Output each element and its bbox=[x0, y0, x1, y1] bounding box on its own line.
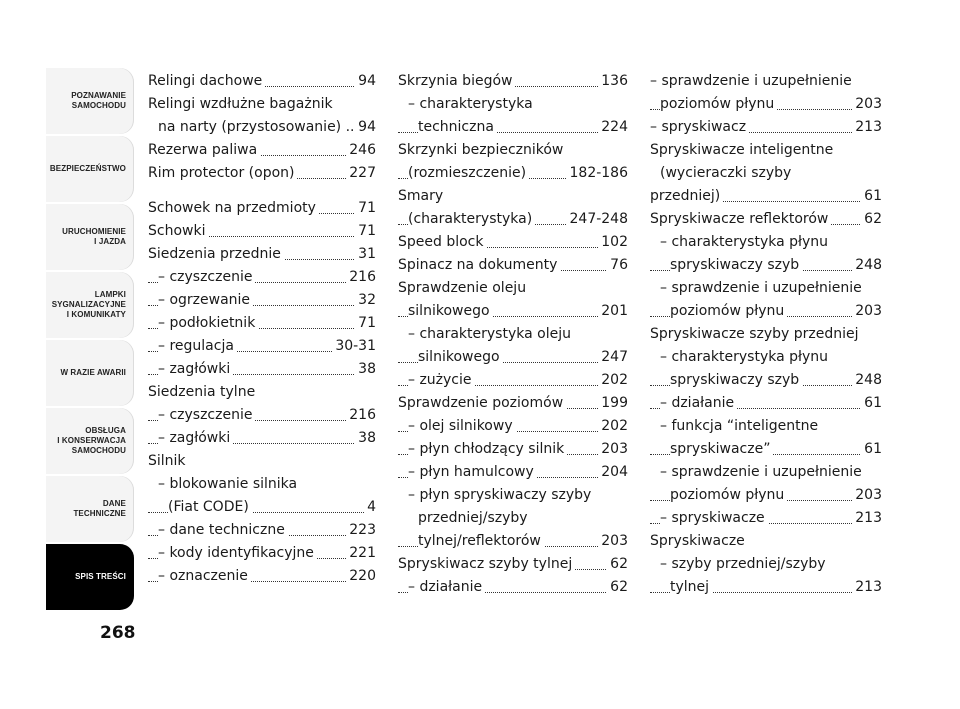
index-entry bbox=[650, 392, 882, 415]
index-entry-page: 76 bbox=[607, 254, 628, 277]
index-entry-page: 227 bbox=[346, 162, 376, 185]
index-entry bbox=[398, 185, 628, 208]
index-entry-page: 201 bbox=[598, 300, 628, 323]
index-entry-text: – podłokietnik bbox=[158, 315, 258, 331]
index-entry-text: spryskiwaczy szyb bbox=[670, 257, 802, 273]
index-entry-text: – sprawdzenie i uzupełnienie bbox=[660, 464, 865, 480]
index-entry-page: 199 bbox=[598, 392, 628, 415]
index-entry-page: 203 bbox=[852, 93, 882, 116]
index-entry-text: na narty (przystosowanie) .. bbox=[158, 119, 358, 135]
index-entry-text: Siedzenia tylne bbox=[148, 384, 258, 400]
index-entry bbox=[650, 484, 882, 507]
index-entry bbox=[148, 565, 376, 588]
index-entry bbox=[148, 93, 376, 116]
index-entry-text: – olej silnikowy bbox=[408, 418, 516, 434]
index-entry bbox=[650, 139, 882, 162]
index-entry bbox=[398, 553, 628, 576]
index-entry bbox=[650, 231, 882, 254]
index-entry bbox=[650, 530, 882, 553]
index-entry bbox=[398, 576, 628, 599]
index-entry-page: 94 bbox=[355, 70, 376, 93]
index-entry-text: – funkcja “inteligentne bbox=[660, 418, 821, 434]
index-entry-text: – charakterystyka płynu bbox=[660, 234, 831, 250]
index-entry-text: spryskiwaczy szyb bbox=[670, 372, 802, 388]
index-entry bbox=[398, 162, 628, 185]
index-entry-text: Rezerwa paliwa bbox=[148, 142, 260, 158]
index-entry-text: – spryskiwacze bbox=[660, 510, 768, 526]
page-number: 268 bbox=[100, 623, 136, 643]
index-entry-page: 203 bbox=[852, 300, 882, 323]
index-entry-page: 220 bbox=[346, 565, 376, 588]
section-tabs bbox=[46, 68, 134, 612]
index-entry-page: 247-248 bbox=[567, 208, 629, 231]
index-entry bbox=[398, 530, 628, 553]
index-entry bbox=[148, 496, 376, 519]
index-entry-text: Spryskiwacze reflektorów bbox=[650, 211, 831, 227]
index-entry bbox=[650, 254, 882, 277]
index-entry-text: (wycieraczki szyby bbox=[660, 165, 794, 181]
index-entry-text: – szyby przedniej/szyby bbox=[660, 556, 829, 572]
index-entry bbox=[148, 162, 376, 185]
index-entry bbox=[148, 116, 376, 139]
index-entry-page: 71 bbox=[355, 220, 376, 243]
index-entry-page: 94 bbox=[355, 116, 376, 139]
index-entry-text: silnikowego bbox=[418, 349, 503, 365]
index-entry-page: 203 bbox=[598, 530, 628, 553]
index-entry-page: 102 bbox=[598, 231, 628, 254]
index-entry-text: – blokowanie silnika bbox=[158, 476, 300, 492]
index-entry bbox=[398, 139, 628, 162]
index-entry bbox=[148, 450, 376, 473]
index-entry bbox=[398, 507, 628, 530]
index-entry-text: Spryskiwacze szyby przedniej bbox=[650, 326, 862, 342]
tab-w-razie-awarii[interactable]: W RAZIE AWARII bbox=[46, 340, 134, 406]
index-entry-page: 61 bbox=[861, 392, 882, 415]
index-entry-page: 62 bbox=[607, 553, 628, 576]
index-entry-page: 202 bbox=[598, 369, 628, 392]
index-entry bbox=[148, 358, 376, 381]
index-entry bbox=[398, 346, 628, 369]
index-entry-page: 4 bbox=[364, 496, 376, 519]
index-entry-page: 246 bbox=[346, 139, 376, 162]
index-entry bbox=[398, 369, 628, 392]
index-entry-text: Skrzynki bezpieczników bbox=[398, 142, 566, 158]
index-entry-page: 204 bbox=[598, 461, 628, 484]
index-entry bbox=[398, 415, 628, 438]
tab-lampki-sygnalizacyjne[interactable]: LAMPKI SYGNALIZACYJNE I KOMUNIKATY bbox=[46, 272, 134, 338]
index-entry-text: Siedzenia przednie bbox=[148, 246, 284, 262]
index-entry bbox=[148, 519, 376, 542]
tab-poznawanie-samochodu[interactable]: POZNAWANIE SAMOCHODU bbox=[46, 68, 134, 134]
index-entry-text: poziomów płynu bbox=[670, 303, 787, 319]
index-entry-text: Rim protector (opon) bbox=[148, 165, 297, 181]
index-entry-page: 71 bbox=[355, 312, 376, 335]
index-entry bbox=[650, 507, 882, 530]
index-entry-page: 31 bbox=[355, 243, 376, 266]
index-entry-text: – oznaczenie bbox=[158, 568, 251, 584]
index-entry-page: 248 bbox=[852, 254, 882, 277]
index-entry bbox=[398, 277, 628, 300]
index-entry-page: 182-186 bbox=[567, 162, 629, 185]
index-entry bbox=[650, 576, 882, 599]
index-entry-page: 223 bbox=[346, 519, 376, 542]
index-entry bbox=[650, 162, 882, 185]
index-entry-page: 38 bbox=[355, 427, 376, 450]
index-entry-text: Sprawdzenie oleju bbox=[398, 280, 529, 296]
index-entry-text: – charakterystyka płynu bbox=[660, 349, 831, 365]
index-entry-text: przedniej/szyby bbox=[418, 510, 531, 526]
index-entry-page: 216 bbox=[346, 266, 376, 289]
index-entry-text: przedniej) bbox=[650, 188, 723, 204]
index-entry-text: Schowek na przedmioty bbox=[148, 200, 319, 216]
index-entry bbox=[398, 438, 628, 461]
index-entry bbox=[650, 346, 882, 369]
index-entry bbox=[148, 70, 376, 93]
index-entry-page: 202 bbox=[598, 415, 628, 438]
index-entry-text: Spryskiwacz szyby tylnej bbox=[398, 556, 575, 572]
index-entry-text: – płyn hamulcowy bbox=[408, 464, 537, 480]
index-column-3 bbox=[650, 70, 882, 599]
index-entry bbox=[650, 70, 882, 93]
index-entry-page: 216 bbox=[346, 404, 376, 427]
index-entry-text: – spryskiwacz bbox=[650, 119, 749, 135]
index-entry bbox=[650, 438, 882, 461]
index-entry-text: (Fiat CODE) bbox=[168, 499, 252, 515]
index-entry-page: 136 bbox=[598, 70, 628, 93]
index-entry-page: 61 bbox=[861, 185, 882, 208]
index-entry bbox=[148, 427, 376, 450]
index-entry bbox=[148, 404, 376, 427]
index-entry-text: Silnik bbox=[148, 453, 189, 469]
index-entry bbox=[148, 266, 376, 289]
index-entry-page: 221 bbox=[346, 542, 376, 565]
tab-bezpieczenstwo[interactable]: BEZPIECZEŃSTWO bbox=[46, 136, 134, 202]
index-entry-text: – czyszczenie bbox=[158, 269, 255, 285]
index-entry bbox=[148, 473, 376, 496]
index-entry bbox=[650, 369, 882, 392]
index-entry bbox=[650, 116, 882, 139]
tab-uruchomienie-i-jazda[interactable]: URUCHOMIENIE I JAZDA bbox=[46, 204, 134, 270]
index-entry bbox=[398, 116, 628, 139]
index-entry-text: tylnej bbox=[670, 579, 712, 595]
index-entry bbox=[650, 93, 882, 116]
index-entry bbox=[650, 185, 882, 208]
tab-obsluga-i-konserwacja[interactable]: OBSŁUGA I KONSERWACJA SAMOCHODU bbox=[46, 408, 134, 474]
index-entry-page: 213 bbox=[852, 576, 882, 599]
index-entry-page: 32 bbox=[355, 289, 376, 312]
index-entry-page: 213 bbox=[852, 116, 882, 139]
index-entry-text: – dane techniczne bbox=[158, 522, 288, 538]
index-entry-text: poziomów płynu bbox=[670, 487, 787, 503]
index-entry-text: Smary bbox=[398, 188, 446, 204]
index-entry-text: – działanie bbox=[408, 579, 485, 595]
index-entry-text: – płyn chłodzący silnik bbox=[408, 441, 567, 457]
index-entry bbox=[148, 542, 376, 565]
index-entry-page: 247 bbox=[598, 346, 628, 369]
index-entry bbox=[148, 335, 376, 358]
index-entry bbox=[148, 381, 376, 404]
index-entry bbox=[650, 277, 882, 300]
index-entry-text: – kody identyfikacyjne bbox=[158, 545, 317, 561]
index-entry-text: – charakterystyka bbox=[408, 96, 536, 112]
index-entry-page: 203 bbox=[598, 438, 628, 461]
index-entry bbox=[148, 289, 376, 312]
index-entry bbox=[148, 197, 376, 220]
index-entry-text: (charakterystyka) bbox=[408, 211, 535, 227]
index-column-2 bbox=[398, 70, 628, 599]
index-entry-page: 61 bbox=[861, 438, 882, 461]
index-entry bbox=[398, 208, 628, 231]
index-entry-page: 62 bbox=[861, 208, 882, 231]
index-entry-text: – charakterystyka oleju bbox=[408, 326, 574, 342]
index-entry-text: Schowki bbox=[148, 223, 208, 239]
index-entry-text: spryskiwacze” bbox=[670, 441, 773, 457]
index-entry-text: Skrzynia biegów bbox=[398, 73, 515, 89]
index-entry bbox=[398, 461, 628, 484]
index-entry-text: Speed block bbox=[398, 234, 486, 250]
index-entry bbox=[650, 323, 882, 346]
index-entry-text: – zagłówki bbox=[158, 430, 233, 446]
index-entry-text: Spryskiwacze inteligentne bbox=[650, 142, 836, 158]
index-entry-text: Spinacz na dokumenty bbox=[398, 257, 560, 273]
index-entry bbox=[650, 300, 882, 323]
index-entry-text: Spryskiwacze bbox=[650, 533, 748, 549]
index-entry-text: – regulacja bbox=[158, 338, 237, 354]
index-entry bbox=[148, 243, 376, 266]
index-entry bbox=[650, 208, 882, 231]
index-entry-text: techniczna bbox=[418, 119, 497, 135]
index-entry bbox=[650, 415, 882, 438]
index-entry bbox=[148, 139, 376, 162]
index-entry bbox=[398, 231, 628, 254]
index-entry-page: 71 bbox=[355, 197, 376, 220]
index-entry-text: poziomów płynu bbox=[660, 96, 777, 112]
index-entry-page: 213 bbox=[852, 507, 882, 530]
index-entry-page: 30-31 bbox=[332, 335, 376, 358]
index-entry bbox=[398, 254, 628, 277]
index-entry bbox=[398, 484, 628, 507]
tab-dane-techniczne[interactable]: DANE TECHNICZNE bbox=[46, 476, 134, 542]
index-entry-text: – sprawdzenie i uzupełnienie bbox=[650, 73, 855, 89]
index-entry-page: 38 bbox=[355, 358, 376, 381]
index-entry-text: silnikowego bbox=[408, 303, 493, 319]
index-entry-text: Relingi wzdłużne bagażnik bbox=[148, 96, 336, 112]
index-entry bbox=[398, 392, 628, 415]
index-entry-text: – ogrzewanie bbox=[158, 292, 253, 308]
index-entry-text: tylnej/reflektorów bbox=[418, 533, 544, 549]
index-entry bbox=[650, 461, 882, 484]
index-entry-page: 62 bbox=[607, 576, 628, 599]
index-entry bbox=[148, 312, 376, 335]
index-entry-text: – sprawdzenie i uzupełnienie bbox=[660, 280, 865, 296]
index-entry-text: – działanie bbox=[660, 395, 737, 411]
index-entry-text: (rozmieszczenie) bbox=[408, 165, 529, 181]
index-entry bbox=[650, 553, 882, 576]
index-entry-text: Relingi dachowe bbox=[148, 73, 265, 89]
index-entry bbox=[398, 323, 628, 346]
index-entry-text: – płyn spryskiwaczy szyby bbox=[408, 487, 594, 503]
index-entry-text: – zagłówki bbox=[158, 361, 233, 377]
index-entry-page: 224 bbox=[598, 116, 628, 139]
index-entry bbox=[148, 220, 376, 243]
tab-spis-tresci[interactable]: SPIS TREŚCI bbox=[46, 544, 134, 610]
index-entry bbox=[398, 93, 628, 116]
index-entry-text: Sprawdzenie poziomów bbox=[398, 395, 566, 411]
index-entry-text: – zużycie bbox=[408, 372, 475, 388]
index-column-1 bbox=[148, 70, 376, 588]
index-entry-text: – czyszczenie bbox=[158, 407, 255, 423]
index-entry bbox=[398, 70, 628, 93]
index-entry bbox=[398, 300, 628, 323]
index-entry-page: 203 bbox=[852, 484, 882, 507]
index-entry-page: 248 bbox=[852, 369, 882, 392]
